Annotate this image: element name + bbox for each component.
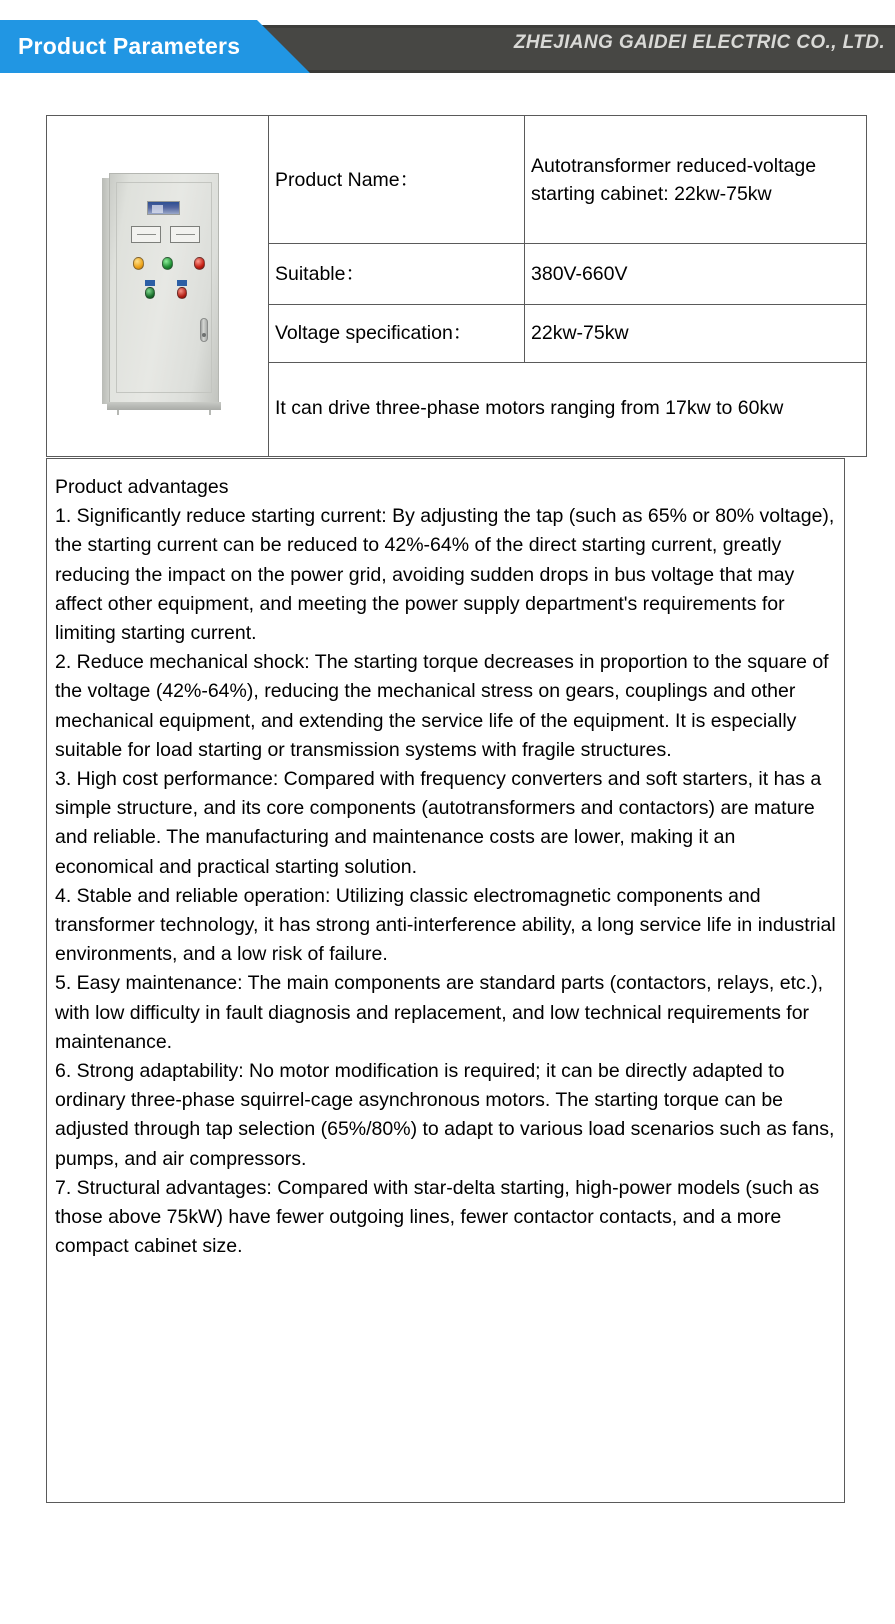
- voltmeter-icon: [170, 226, 200, 243]
- cabinet-foot: [209, 410, 211, 415]
- cabinet-foot: [117, 410, 119, 415]
- spec-drive-capability: It can drive three-phase motors ranging from 17kw to 60kw: [269, 362, 867, 456]
- page-title: Product Parameters: [18, 33, 241, 59]
- amber-indicator-lamp-icon: [133, 257, 144, 270]
- spec-value-suitable: 380V-660V: [525, 244, 867, 304]
- advantage-item-5: 5. Easy maintenance: The main components are standard parts (contactors, relays, etc.), with low difficulty in fault diagnosis and replacement, and low technical requirements for maintenance.: [55, 972, 829, 1053]
- advantage-item-2: 2. Reduce mechanical shock: The starting torque decreases in proportion to the square of the voltage (42%-64%), reducing the mechanical stress on gears, couplings and other mechanical equipment, and extending the service life of the equipment. It is especially suitable for load starting or transmission systems with fragile structures.: [55, 651, 835, 761]
- product-image-cell: [47, 116, 269, 457]
- cabinet-plinth: [107, 402, 221, 410]
- spec-label-voltage-specification: Voltage specification：: [269, 304, 525, 362]
- cabinet-body: [109, 173, 219, 406]
- spec-label-suitable: Suitable：: [269, 244, 525, 304]
- product-parameters-table: [46, 115, 867, 457]
- page-header: [0, 0, 895, 92]
- advantage-item-1: 1. Significantly reduce starting current: By adjusting the tap (such as 65% or 80% voltage), the starting current can be reduced to 42%-64% of the direct starting current, greatly reducing the impact on the power grid, avoiding sudden drops in bus voltage that may affect other equipment, and meeting the power supply department's requirements for limiting starting current.: [55, 505, 840, 645]
- door-handle-icon: [200, 318, 208, 342]
- product-image: [47, 116, 268, 456]
- red-button-label-icon: [177, 280, 187, 286]
- spec-label-product-name: Product Name：: [269, 116, 525, 244]
- advantage-item-3: 3. High cost performance: Compared with frequency converters and soft starters, it has a simple structure, and its core components (autotransformers and contactors) are mature and reliable. The manufacturing and maintenance costs are lower, making it an economical and practical starting solution.: [55, 768, 827, 878]
- digital-display-icon: [147, 201, 180, 215]
- spec-value-voltage-specification: 22kw-75kw: [525, 304, 867, 362]
- table-row: [47, 116, 867, 244]
- advantages-heading: Product advantages: [55, 476, 229, 498]
- company-name: ZHEJIANG GAIDEI ELECTRIC CO., LTD.: [513, 32, 885, 53]
- stop-push-button-icon: [177, 287, 187, 299]
- advantage-item-6: 6. Strong adaptability: No motor modification is required; it can be directly adapted to ordinary three-phase squirrel-cage asynchronous motors. The starting torque can be adjusted through tap selection (65%/80%) to adapt to various load scenarios such as fans, pumps, and air compressors.: [55, 1060, 840, 1170]
- green-button-label-icon: [145, 280, 155, 286]
- green-indicator-lamp-icon: [162, 257, 173, 270]
- red-indicator-lamp-icon: [194, 257, 205, 270]
- advantage-item-7: 7. Structural advantages: Compared with star-delta starting, high-power models (such as those above 75kW) have fewer outgoing lines, fewer contactor contacts, and a more compact cabinet size.: [55, 1176, 825, 1258]
- advantage-item-4: 4. Stable and reliable operation: Utilizing classic electromagnetic components and transformer technology, it has strong anti-interference ability, a long service life in industrial environments, and a low risk of failure.: [55, 884, 842, 966]
- spec-value-product-name: Autotransformer reduced-voltage starting cabinet: 22kw-75kw: [525, 116, 867, 244]
- product-advantages-box: [46, 458, 845, 1503]
- ammeter-icon: [131, 226, 161, 243]
- start-push-button-icon: [145, 287, 155, 299]
